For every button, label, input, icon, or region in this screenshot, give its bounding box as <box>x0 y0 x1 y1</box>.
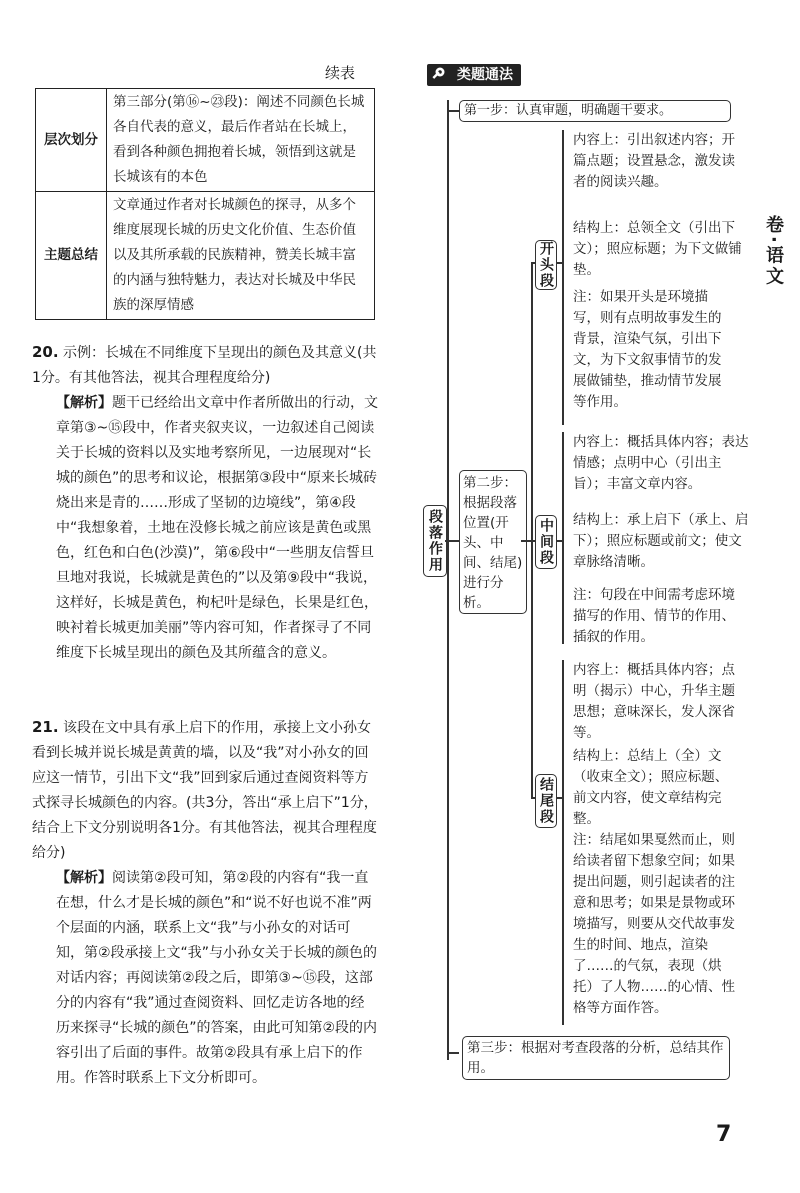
answer-text: 该段在文中具有承上启下的作用，承接上文小孙女看到长城并说长城是黄黄的墙，以及“我”对小孙女的回应这一情节，引出下文“我”回到家后通过查阅资料等方式探寻长城颜色的内容。(共3分，答出“承上启下”1分，结合上下文分别说明各1分。有其他答法，视其合理程度给分) <box>32 720 378 861</box>
step1-box: 第一步：认真审题，明确题干要求。 <box>459 100 731 122</box>
answer-text: 示例：长城在不同维度下呈现出的颜色及其意义(共1分。有其他答法，视其合理程度给分) <box>32 345 377 386</box>
branch-item: 结构上：总领全文（引出下文）；照应标题；为下文做铺垫。 <box>573 220 742 278</box>
connector <box>447 540 459 542</box>
branch-spine <box>531 262 533 797</box>
question-21 <box>32 715 378 1091</box>
side-label: 卷·语文 <box>763 215 784 288</box>
key-icon <box>429 66 447 84</box>
connector <box>447 110 459 112</box>
analysis-tag: 【解析】 <box>56 395 112 411</box>
tree-spine <box>447 100 449 1060</box>
connector <box>445 540 448 542</box>
branch-label: 开头段 <box>535 240 557 290</box>
table-row-body: 第三部分(第⑯~㉓段)：阐述不同颜色长城各自代表的意义，最后作者站在长城上，看到各种颜色拥抱着长城，领悟到这就是长城该有的本色 <box>107 89 375 192</box>
table-row-body: 文章通过作者对长城颜色的探寻，从多个维度展现长城的历史文化价值、生态价值以及其所承载的民族精神，赞美长城丰富的内涵与独特魅力，表达对长城及中华民族的深厚情感 <box>107 192 375 320</box>
table-caption: 续表 <box>325 64 356 82</box>
page-number: 7 <box>716 1122 732 1147</box>
connector <box>521 540 531 542</box>
section-title: 类题通法 <box>427 64 521 86</box>
structure-table <box>35 88 375 320</box>
step3-box: 第三步：根据对考查段落的分析，总结其作用。 <box>462 1036 730 1080</box>
connector <box>447 1052 459 1054</box>
analysis-tag: 【解析】 <box>56 870 112 886</box>
branch-item: 内容上：概括具体内容；点明（揭示）中心，升华主题思想；意味深长，发人深省等。 <box>573 662 735 741</box>
question-number: 21. <box>32 718 59 736</box>
bracket-line <box>562 660 564 1025</box>
branch-item: 结构上：总结上（全）文（收束全文）；照应标题、前文内容，使文章结构完整。 <box>573 748 729 827</box>
table-row-head: 主题总结 <box>36 192 107 320</box>
branch-item: 注：句段在中间需考虑环境描写的作用、情节的作用、插叙的作用。 <box>573 587 735 645</box>
branch-item: 内容上：引出叙述内容；开篇点题；设置悬念，激发读者的阅读兴趣。 <box>573 132 735 190</box>
branch-item: 内容上：概括具体内容；表达情感；点明中心（引出主旨）；丰富文章内容。 <box>573 434 749 492</box>
analysis-text: 阅读第②段可知，第②段的内容有“我一直在想，什么才是长城的颜色”和“说不好也说不准”两个层面的内涵，联系上文“我”与小孙女的对话可知，第②段承接上文“我”与小孙女关于长城的颜色的对话内容；再阅读第②段之后，即第③~⑮段，这部分的内容有“我”通过查阅资料、回忆走访各地的经历来探寻“长城的颜色”的答案，由此可知第②段的内容引出了后面的事件。故第②段具有承上启下的作用。作答时联系上下文分析即可。 <box>56 870 378 1086</box>
table-row-head: 层次划分 <box>36 89 107 192</box>
root-box: 段落作用 <box>423 505 447 577</box>
analysis-text: 题干已经给出文章中作者所做出的行动，文章第③~⑮段中，作者夹叙夹议，一边叙述自己阅读关于长城的资料以及实地考察所见，一边展现对“长城的颜色”的思考和议论，根据第③段中“原来长城砖烧出来是青的……形成了坚韧的边境线”，第④段中“我想象着，土地在没修长城之前应该是黄色或黑色，红色和白色(沙漠)”，第⑥段中“一些朋友信誓旦旦地对我说，长城就是黄色的”以及第⑨段中“我说，这样好，长城是黄色，枸杞叶是绿色，长果是红色，映衬着长城更加美丽”等内容可知，作者探寻了不同维度下长城呈现出的颜色及其所蕴含的意义。 <box>56 395 378 661</box>
table-row <box>36 192 375 320</box>
branch-item: 注：如果开头是环境描写，则有点明故事发生的背景，渲染气氛，引出下文，为下文叙事情节的发展做铺垫，推动情节发展等作用。 <box>573 289 722 410</box>
branch-label: 中间段 <box>535 515 557 569</box>
branch-item: 注：结尾如果戛然而止，则给读者留下想象空间；如果提出问题，则引起读者的注意和思考；如果是景物或环境描写，则要从交代故事发生的时间、地点，渲染了……的气氛，表现（烘托）了人物……的心情、性格等方面作答。 <box>573 832 735 1016</box>
branch-label: 结尾段 <box>535 774 557 828</box>
step2-box: 第二步：根据段落位置(开头、中间、结尾)进行分析。 <box>459 470 527 614</box>
bracket-line <box>562 432 564 644</box>
question-20 <box>32 340 378 666</box>
branch-item: 结构上：承上启下（承上、启下）；照应标题或前文；使文章脉络清晰。 <box>573 512 749 570</box>
bracket-line <box>562 130 564 425</box>
table-row <box>36 89 375 192</box>
question-number: 20. <box>32 343 59 361</box>
